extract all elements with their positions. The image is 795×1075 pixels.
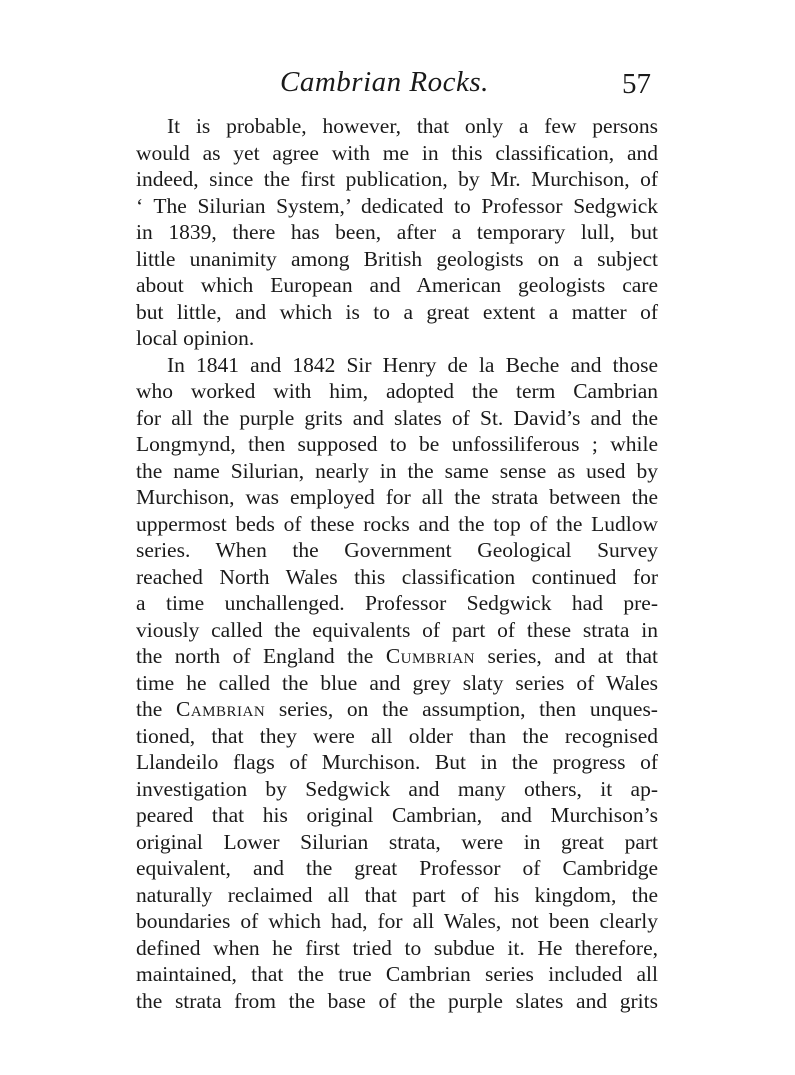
text-line: about which European and American geologists care (136, 273, 658, 297)
text-line: Llandeilo flags of Murchison. But in the progress of (136, 750, 658, 774)
text-line: naturally reclaimed all that part of his kingdom, the (136, 882, 658, 907)
text-fragment: the north of England the (136, 644, 386, 668)
text-line (136, 696, 658, 723)
page-number: 57 (622, 68, 651, 100)
text-line: reached North Wales this classification continued for (136, 564, 658, 589)
small-caps-term: Cambrian (175, 697, 266, 721)
text-line: little unanimity among British geologists on a subject (136, 246, 658, 271)
text-line: investigation by Sedgwick and many others, it ap- (136, 776, 658, 801)
body-text (136, 113, 658, 1014)
text-line: who worked with him, adopted the term Cambrian (136, 379, 658, 403)
text-line: series. When the Government Geological Survey (136, 538, 658, 562)
text-line: ‘ The Silurian System,’ dedicated to Professor Sedgwick (136, 193, 658, 218)
text-line: Longmynd, then supposed to be unfossiliferous ; while (136, 432, 658, 456)
text-line: viously called the equivalents of part of these strata in (136, 617, 658, 642)
text-line: tioned, that they were all older than the recognised (136, 723, 658, 748)
text-line: maintained, that the true Cambrian series included all (136, 962, 658, 986)
text-line: boundaries of which had, for all Wales, not been clearly (136, 909, 658, 933)
text-line: a time unchallenged. Professor Sedgwick had pre- (136, 591, 658, 615)
text-line: local opinion. (136, 326, 255, 350)
text-line: defined when he first tried to subdue it. He therefore, (136, 935, 658, 960)
text-line: the strata from the base of the purple slates and grits (136, 988, 658, 1013)
text-line: In 1841 and 1842 Sir Henry de la Beche and those (167, 352, 658, 377)
text-line: for all the purple grits and slates of St. David’s and the (136, 405, 658, 430)
text-line: indeed, since the first publication, by Mr. Murchison, of (136, 167, 658, 191)
text-line: time he called the blue and grey slaty series of Wales (136, 670, 658, 695)
text-line: equivalent, and the great Professor of Cambridge (136, 856, 658, 880)
text-fragment: the (136, 697, 176, 721)
text-line: It is probable, however, that only a few persons (167, 114, 658, 138)
text-line: uppermost beds of these rocks and the top of the Ludlow (136, 511, 658, 536)
text-line: peared that his original Cambrian, and Murchison’s (136, 803, 658, 827)
text-line: but little, and which is to a great extent a matter of (136, 299, 658, 324)
text-line (136, 643, 658, 670)
text-line: would as yet agree with me in this classification, and (136, 140, 658, 165)
running-head (0, 66, 795, 106)
small-caps-term: Cumbrian (385, 644, 475, 668)
text-line: in 1839, there has been, after a temporary lull, but (136, 220, 658, 244)
text-line: original Lower Silurian strata, were in great part (136, 829, 658, 854)
running-title: Cambrian Rocks. (280, 66, 489, 98)
text-line: Murchison, was employed for all the strata between the (136, 485, 658, 509)
text-fragment: series, on the assumption, then unques- (265, 697, 658, 721)
text-fragment: series, and at that (475, 644, 658, 668)
text-line: the name Silurian, nearly in the same sense as used by (136, 458, 658, 483)
